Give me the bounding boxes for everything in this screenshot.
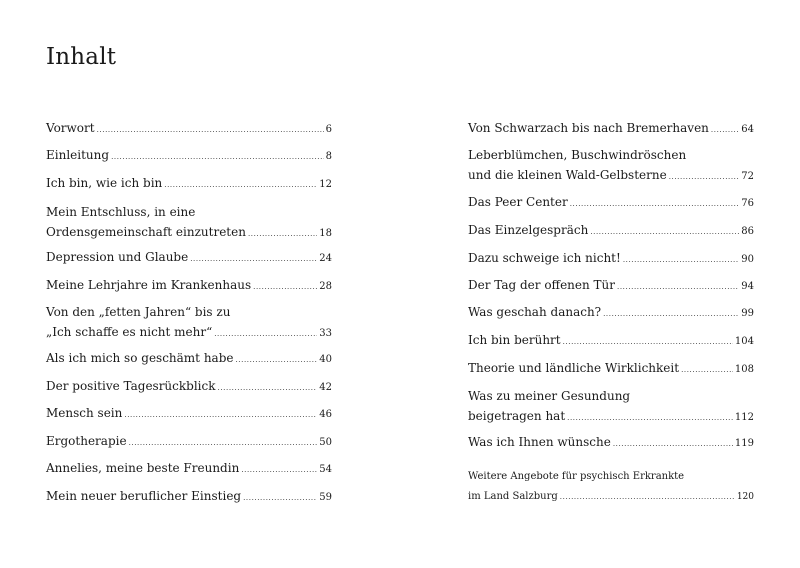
toc-entry-title: Als ich mich so geschämt habe	[46, 351, 234, 365]
toc-page-number: 112	[734, 412, 754, 423]
toc-entry-row	[468, 192, 754, 214]
toc-page-number: 108	[734, 364, 754, 375]
toc-page-number: 72	[741, 171, 754, 182]
toc-page-number: 94	[741, 281, 754, 292]
toc-entry-title: Vorwort	[46, 121, 95, 135]
toc-page-number: 6	[325, 124, 332, 135]
dot-leader	[164, 175, 317, 195]
dot-leader	[248, 224, 317, 244]
dot-leader	[590, 222, 739, 242]
toc-entry-title-line: Leberblümchen, Buschwindröschen	[468, 148, 687, 162]
toc-entry[interactable]	[468, 192, 754, 214]
toc-entry-row	[468, 220, 754, 242]
toc-page-number: 40	[319, 354, 332, 365]
toc-entry-title: im Land Salzburg	[468, 491, 558, 502]
toc-entry-row	[468, 165, 754, 187]
toc-entry-row	[46, 275, 332, 297]
toc-entry-title: Das Einzelgespräch	[468, 223, 589, 237]
toc-page-number: 104	[734, 336, 754, 347]
toc-entry-title: Mein neuer beruflicher Einstieg	[46, 489, 242, 503]
toc-page-number: 64	[741, 124, 754, 135]
toc-entry[interactable]	[46, 145, 332, 167]
toc-entry[interactable]	[468, 118, 754, 140]
dot-leader	[570, 194, 740, 214]
toc-page-number: 18	[319, 228, 332, 239]
toc-entry-title: Ergotherapie	[46, 434, 127, 448]
toc-entry[interactable]	[46, 173, 332, 195]
dot-leader	[190, 249, 317, 269]
dot-leader	[253, 277, 317, 297]
toc-entry-row	[46, 431, 332, 453]
toc-entry-row	[468, 275, 754, 297]
toc-entry[interactable]	[46, 486, 332, 508]
toc-page-number: 90	[741, 254, 754, 265]
toc-entry-row	[468, 487, 754, 507]
toc-page-number: 12	[319, 179, 332, 190]
toc-entry[interactable]	[468, 467, 754, 507]
toc-entry-row	[46, 403, 332, 425]
toc-entry-title: „Ich schaffe es nicht mehr“	[46, 325, 213, 339]
toc-entry[interactable]	[468, 248, 754, 270]
toc-entry-row	[46, 376, 332, 398]
toc-page-number: 119	[734, 438, 754, 449]
toc-entry[interactable]	[46, 118, 332, 140]
toc-entry-title-line: Was zu meiner Gesundung	[468, 389, 631, 403]
dot-leader	[567, 408, 733, 428]
toc-entry-row	[46, 348, 332, 370]
dot-leader	[214, 324, 317, 344]
toc-entry[interactable]	[46, 202, 332, 244]
toc-page-number: 99	[741, 308, 754, 319]
toc-entry-title: Von Schwarzach bis nach Bremerhaven	[468, 121, 709, 135]
toc-entry-row	[468, 358, 754, 380]
toc-entry-title: Das Peer Center	[468, 195, 568, 209]
toc-entry-title: Annelies, meine beste Freundin	[46, 461, 240, 475]
dot-leader	[218, 378, 318, 398]
toc-entry[interactable]	[46, 348, 332, 370]
toc-page-number: 8	[325, 151, 332, 162]
page-title: Inhalt	[46, 44, 117, 70]
dot-leader	[111, 147, 324, 167]
toc-page-number: 76	[741, 198, 754, 209]
toc-entry-title-line: Weitere Angebote für psychisch Erkrankte	[468, 471, 685, 482]
toc-page-number: 28	[319, 281, 332, 292]
dot-leader	[669, 167, 740, 187]
toc-entry[interactable]	[468, 220, 754, 242]
toc-entry[interactable]	[468, 432, 754, 454]
toc-entry-row	[46, 458, 332, 480]
toc-entry-title: Meine Lehrjahre im Krankenhaus	[46, 278, 252, 292]
dot-leader	[563, 332, 733, 352]
toc-entry-title: Theorie und ländliche Wirklichkeit	[468, 361, 680, 375]
toc-entry-title: Einleitung	[46, 148, 110, 162]
toc-entry-title: Was geschah danach?	[468, 305, 602, 319]
toc-entry[interactable]	[468, 330, 754, 352]
toc-entry[interactable]	[468, 358, 754, 380]
toc-entry-row	[468, 302, 754, 324]
toc-entry-row	[46, 222, 332, 244]
toc-entry-row	[468, 248, 754, 270]
dot-leader	[613, 434, 733, 454]
toc-entry-title-line: Mein Entschluss, in eine	[46, 205, 196, 219]
dot-leader	[124, 405, 317, 425]
toc-entry[interactable]	[468, 386, 754, 428]
toc-entry-title: Der positive Tagesrückblick	[46, 379, 216, 393]
toc-entry-row	[468, 118, 754, 140]
toc-page-number: 86	[741, 226, 754, 237]
toc-page-number: 24	[319, 253, 332, 264]
toc-entry-title: Ich bin, wie ich bin	[46, 176, 163, 190]
toc-entry-title: Mensch sein	[46, 406, 123, 420]
dot-leader	[681, 360, 733, 380]
dot-leader	[97, 120, 324, 140]
toc-entry[interactable]	[46, 275, 332, 297]
toc-entry-row	[46, 173, 332, 195]
toc-entry[interactable]	[468, 275, 754, 297]
toc-entry[interactable]	[46, 302, 332, 344]
toc-page-number: 59	[319, 492, 332, 503]
toc-entry[interactable]	[46, 247, 332, 269]
toc-entry-title: beigetragen hat	[468, 409, 566, 423]
toc-entry-row	[46, 145, 332, 167]
dot-leader	[243, 488, 317, 508]
toc-entry-title: Dazu schweige ich nicht!	[468, 251, 621, 265]
toc-entry-title: Depression und Glaube	[46, 250, 189, 264]
toc-page-number: 33	[319, 328, 332, 339]
dot-leader	[711, 120, 739, 140]
toc-entry-title-line: Von den „fetten Jahren“ bis zu	[46, 305, 231, 319]
toc-entry-row	[46, 486, 332, 508]
dot-leader	[617, 277, 739, 297]
dot-leader	[241, 460, 317, 480]
dot-leader	[623, 250, 739, 270]
toc-entry[interactable]	[46, 458, 332, 480]
toc-entry-row	[46, 322, 332, 344]
toc-entry-title: Der Tag der offenen Tür	[468, 278, 616, 292]
dot-leader	[603, 304, 739, 324]
toc-entry-row	[468, 330, 754, 352]
toc-entry[interactable]	[46, 376, 332, 398]
toc-entry[interactable]	[46, 403, 332, 425]
toc-entry-title: und die kleinen Wald-Gelbsterne	[468, 168, 667, 182]
toc-entry-title: Ich bin berührt	[468, 333, 561, 347]
toc-page-number: 46	[319, 409, 332, 420]
toc-entry[interactable]	[468, 145, 754, 187]
toc-page-number: 42	[319, 382, 332, 393]
toc-entry-row	[46, 118, 332, 140]
dot-leader	[560, 487, 735, 507]
toc-page-number: 54	[319, 464, 332, 475]
toc-entry-title: Ordensgemeinschaft einzutreten	[46, 225, 246, 239]
dot-leader	[129, 433, 318, 453]
toc-page-number: 120	[736, 492, 754, 502]
toc-entry[interactable]	[468, 302, 754, 324]
toc-entry-title: Was ich Ihnen wünsche	[468, 435, 611, 449]
toc-entry[interactable]	[46, 431, 332, 453]
toc-page-number: 50	[319, 437, 332, 448]
dot-leader	[235, 350, 317, 370]
toc-entry-row	[468, 432, 754, 454]
toc-entry-row	[468, 406, 754, 428]
toc-entry-row	[46, 247, 332, 269]
